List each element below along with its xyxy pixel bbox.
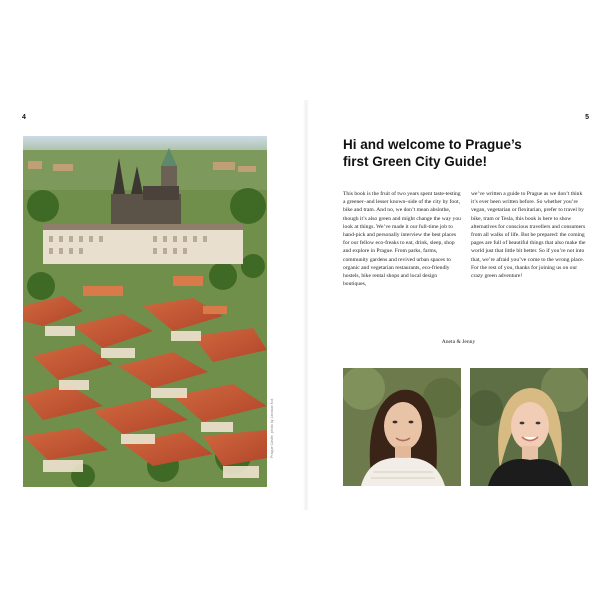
right-page-number: 5 [585,114,589,121]
right-page [306,100,611,510]
portrait-illustration-1 [343,368,461,486]
title-line-1: Hi and welcome to Prague’s [343,137,522,152]
left-page-number: 4 [22,114,26,121]
book-spread [0,100,611,510]
portrait-illustration-2 [470,368,588,486]
portrait-jenny [470,368,588,486]
title-line-2: first Green City Guide! [343,154,488,169]
photo-credit: Prague Castle, photo by Jaroslav Kot [270,398,274,458]
page-title [343,136,593,170]
intro-paragraph-1: This book is the fruit of two years spent taste-testing a greener–and lesser known–side of the city by foot, bike and tram. And no, we don’t mean absinthe, though it’s also green and might change the way you look at things. We’ve made it our full-time job to hand-pick and personally interview the best places for our fellow eco-freaks to eat, drink, sleep, shop and explore in Prague. From parks, farms, community gardens and revived urban spaces to organic and vegetarian restaurants, eco-friendly hostels, bike rental shops and local design boutiques, [343,191,461,288]
intro-paragraph-2: we’ve written a guide to Prague as we don’t think it’s ever been written before. So whether you’re vegan, vegetarian or flexitarian, prefer to travel by bike, tram or Tesla, this book is here to show alternatives for conscious travellers and consumers from all walks of life. But be prepared: the coming pages are full of beautiful things that also make the world just that little bit better. So if you’re not into that, we’re afraid you’ve come to the wrong place. For the rest of you, thanks for joining us on our crazy green adventure! [471,191,586,280]
prague-castle-photo [23,136,267,487]
left-page [0,100,305,510]
prague-castle-illustration [23,136,267,487]
portrait-aneta [343,368,461,486]
author-signoff: Aneta & Jenny [441,339,476,345]
